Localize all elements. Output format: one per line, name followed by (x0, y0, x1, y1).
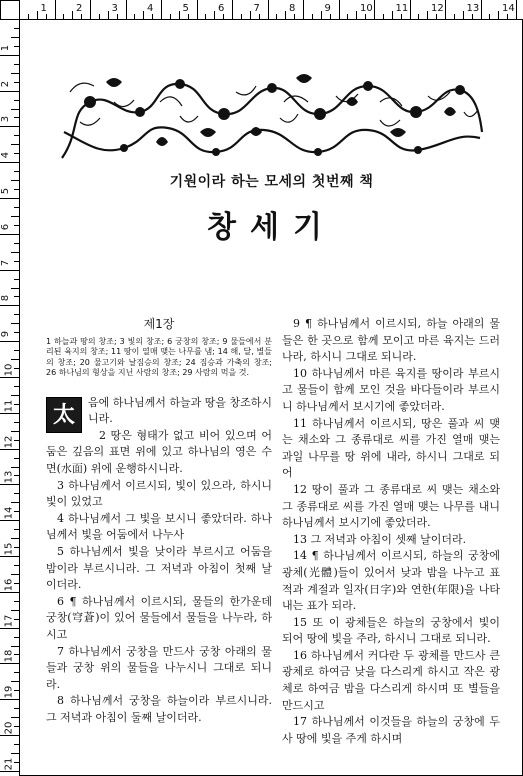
ruler-tick (214, 11, 215, 19)
ruler-tick (14, 440, 19, 441)
ruler-number-left: 14 (3, 506, 15, 520)
ruler-tick (11, 109, 19, 110)
book-title: 창세기 (207, 210, 336, 245)
ruler-tick (11, 574, 19, 575)
ruler-tick (0, 556, 19, 557)
ruler-tick (232, 0, 233, 19)
verse-7: 7 하나님께서 궁창을 만드사 궁창 아래의 물들과 궁창 위의 물들을 나누시니 그대로 되니라. (46, 644, 272, 691)
ruler-tick (14, 654, 19, 655)
ruler-tick (188, 14, 189, 19)
ruler-tick (11, 431, 19, 432)
ruler-tick (259, 14, 260, 19)
ruler-tick (81, 14, 82, 19)
chapter-heading: 제1장 (143, 317, 175, 331)
ruler-tick (11, 395, 19, 396)
ruler-number-left: 12 (3, 435, 15, 448)
verse-13: 13 그 저녁과 아침이 셋째 날이더라. (293, 532, 467, 546)
ruler-tick (14, 529, 19, 530)
ruler-tick (489, 14, 490, 19)
ruler-tick (11, 502, 19, 503)
ruler-tick (14, 583, 19, 584)
ruler-tick (303, 0, 304, 19)
ruler-tick (72, 11, 73, 19)
verse-8: 8 하나님께서 궁창을 하늘이라 부르시니라. 그 저녁과 아침이 둘째 날이더라. (46, 694, 272, 724)
ruler-tick (14, 64, 19, 65)
ruler-tick (14, 726, 19, 727)
ruler-tick (0, 234, 19, 235)
ruler-tick (0, 413, 19, 414)
ruler-number-left: 11 (3, 399, 15, 413)
ruler-tick (55, 0, 56, 19)
ruler-tick (463, 11, 464, 19)
ruler-tick (126, 0, 127, 19)
ruler-tick (0, 735, 19, 736)
ruler-number-left: 15 (3, 542, 15, 556)
ruler-tick (14, 672, 19, 673)
ruler-tick (410, 0, 411, 19)
ruler-tick (445, 0, 446, 19)
ruler-tick (19, 0, 20, 19)
verse-17: 17 하나님께서 이것들을 하늘의 궁창에 두사 땅에 빛을 주게 하시며 (282, 715, 500, 745)
verse-14: 14 ¶ 하나님께서 이르시되, 하늘의 궁창에 광체(光體)들이 있어서 낮과 밤을 나누고 표적과 계절과 일자(日字)와 연한(年限)을 나타내는 표가 되라. (282, 549, 500, 613)
ruler-tick (0, 270, 19, 271)
verse-12: 12 땅이 풀과 그 종류대로 씨 맺는 채소와 그 종류대로 씨를 가진 열매 맺는 나무를 내니 하나님께서 보시기에 좋았더라. (282, 482, 500, 530)
ruler-tick (14, 243, 19, 244)
ruler-tick (285, 11, 286, 19)
ornamental-banner (60, 72, 484, 160)
ruler-tick (28, 14, 29, 19)
ruler-tick (14, 117, 19, 118)
ruler-tick (339, 0, 340, 19)
ruler-tick (11, 467, 19, 468)
ruler-tick (250, 11, 251, 19)
ruler-tick (0, 91, 19, 92)
verse-4: 4 하나님께서 그 빛을 보시니 좋았더라. 하나님께서 빛을 어둠에서 나누사 (46, 511, 272, 542)
top-ruler (19, 0, 523, 20)
ruler-tick (14, 386, 19, 387)
ruler-tick (436, 14, 437, 19)
ruler-tick (516, 0, 517, 19)
ruler-number-left: 17 (3, 614, 15, 627)
ruler-tick (454, 14, 455, 19)
left-column (46, 316, 272, 726)
ruler-tick (0, 592, 19, 593)
ruler-tick (152, 14, 153, 19)
ruler-tick (14, 171, 19, 172)
ruler-number-left: 8 (0, 295, 12, 302)
ruler-number-left: 21 (3, 757, 15, 771)
ruler-tick (14, 619, 19, 620)
dropcap-letter: 太 (52, 401, 75, 428)
ruler-tick (374, 0, 375, 19)
bible-page (20, 20, 523, 776)
ruler-number-left: 1 (0, 44, 12, 51)
ruler-tick (37, 11, 38, 19)
ruler-tick (14, 475, 19, 476)
left-ruler (0, 19, 20, 776)
ruler-tick (0, 305, 19, 306)
ruler-tick (276, 14, 277, 19)
ruler-tick (0, 377, 19, 378)
ruler-tick (14, 493, 19, 494)
ruler-tick (14, 350, 19, 351)
ruler-tick (14, 458, 19, 459)
ruler-number-top: 3 (111, 3, 118, 14)
ruler-tick (11, 216, 19, 217)
ruler-tick (14, 225, 19, 226)
ruler-tick (401, 14, 402, 19)
verse-9: 9 ¶ 하나님께서 이르시되, 하늘 아래의 물들은 한 곳으로 함께 모이고 마른 육지는 드러나라, 하시니 그대로 되니라. (282, 317, 500, 364)
ruler-tick (0, 771, 19, 772)
ruler-number-left: 4 (0, 152, 12, 159)
ruler-tick (11, 717, 19, 718)
ruler-tick (11, 681, 19, 682)
ruler-number-left: 6 (0, 223, 12, 230)
chapter-summary: 1 하늘과 땅의 창조; 3 빛의 창조; 6 궁창의 창조; 9 물들에서 분리된 육지의 창조; 11 땅이 열매 맺는 나무를 냄; 14 해, 달, 별들의 창조; 20 물고기와 날짐승의 창조; 24 짐승과 가축의 창조; 26 하나님의 형상을 지닌 사람의 창조; 29 사람의 먹을 것. (46, 336, 272, 378)
ruler-tick (14, 46, 19, 47)
ruler-tick (14, 422, 19, 423)
ruler-tick (0, 449, 19, 450)
ruler-tick (11, 180, 19, 181)
ruler-tick (161, 0, 162, 19)
ruler-number-left: 20 (3, 721, 15, 735)
verse-15: 15 또 이 광체들은 하늘의 궁창에서 빛이 되어 땅에 빛을 주라, 하시니 그대로 되니라. (282, 615, 500, 646)
ruler-tick (14, 511, 19, 512)
ruler-tick (11, 323, 19, 324)
ruler-tick (197, 0, 198, 19)
ruler-tick (427, 11, 428, 19)
ruler-tick (418, 14, 419, 19)
ruler-tick (11, 73, 19, 74)
ruler-number-top: 8 (289, 3, 296, 14)
ruler-tick (108, 11, 109, 19)
ruler-number-left: 9 (0, 331, 12, 338)
ruler-tick (498, 11, 499, 19)
ruler-number-left: 7 (0, 259, 12, 266)
ruler-tick (0, 341, 19, 342)
ruler-number-top: 9 (324, 3, 331, 14)
ruler-number-top: 14 (502, 3, 515, 14)
ruler-tick (11, 753, 19, 754)
ruler-tick (0, 126, 19, 127)
ruler-tick (241, 14, 242, 19)
ruler-tick (170, 14, 171, 19)
ruler-tick (0, 198, 19, 199)
right-column (282, 316, 500, 747)
ruler-tick (294, 14, 295, 19)
ruler-tick (14, 207, 19, 208)
ruler-tick (14, 261, 19, 262)
ruler-number-top: 7 (253, 3, 260, 14)
ruler-number-left: 16 (3, 578, 15, 592)
ruler-number-top: 10 (360, 3, 373, 14)
ruler-tick (11, 144, 19, 145)
ruler-tick (205, 14, 206, 19)
ruler-tick (14, 404, 19, 405)
ruler-tick (179, 11, 180, 19)
ruler-tick (99, 14, 100, 19)
verse-16: 16 하나님께서 커다란 두 광체를 만드사 큰 광체로 하여금 낮을 다스리게 하시고 작은 광체로 하여금 밤을 다스리게 하시며 또 별들을 만드시고 (282, 648, 500, 712)
ruler-tick (11, 252, 19, 253)
ruler-number-top: 13 (466, 3, 480, 14)
ruler-tick (312, 14, 313, 19)
ruler-tick (392, 11, 393, 19)
verse-5: 5 하나님께서 빛을 낮이라 부르시고 어둠을 밤이라 부르시니라. 그 저녁과 아침이 첫째 날이더라. (46, 544, 272, 592)
ruler-number-left: 13 (3, 471, 15, 484)
ruler-tick (14, 314, 19, 315)
ruler-tick (0, 162, 19, 163)
ruler-number-left: 18 (3, 650, 15, 663)
ruler-tick (11, 646, 19, 647)
ruler-tick (14, 708, 19, 709)
verse-1: 음에 하나님께서 하늘과 땅을 창조하시니라. (88, 395, 273, 426)
verse-2: 2 땅은 형태가 없고 비어 있으며 어둠은 깊음의 표면 위에 있고 하나님의 영은 수면(水面) 위에 운행하시니라. (46, 428, 272, 475)
ruler-tick (117, 14, 118, 19)
ruler-tick (14, 189, 19, 190)
ruler-number-left: 19 (3, 685, 15, 699)
ruler-tick (46, 14, 47, 19)
ruler-number-left: 2 (0, 80, 12, 87)
book-subtitle: 기원이라 하는 모세의 첫번째 책 (169, 174, 374, 190)
ruler-tick (14, 279, 19, 280)
ruler-tick (321, 11, 322, 19)
ruler-tick (14, 100, 19, 101)
ruler-tick (11, 610, 19, 611)
ruler-number-left: 3 (0, 116, 12, 123)
verse-6: 6 ¶ 하나님께서 이르시되, 물들의 한가운데 궁창(穹蒼)이 있어 물들에서 물들을 나누라, 하시고 (46, 594, 272, 641)
ruler-number-top: 12 (431, 3, 444, 14)
verse-11: 11 하나님께서 이르시되, 땅은 풀과 씨 맺는 채소와 그 종류대로 씨를 가진 열매 맺는 과일 나무를 땅 위에 내라, 하시니 그대로 되어 (282, 416, 500, 480)
verse-10: 10 하나님께서 마른 육지를 땅이라 부르시고 물들이 함께 모인 것을 바다들이라 부르시니 하나님께서 보시기에 좋았더라. (282, 366, 500, 413)
ruler-tick (365, 14, 366, 19)
ruler-tick (481, 0, 482, 19)
ruler-number-top: 11 (395, 3, 409, 14)
ruler-tick (14, 28, 19, 29)
ruler-tick (507, 14, 508, 19)
ruler-tick (0, 55, 19, 56)
ruler-number-left: 5 (0, 187, 12, 195)
ruler-tick (0, 699, 19, 700)
ruler-tick (11, 359, 19, 360)
ruler-number-top: 1 (40, 3, 47, 14)
ruler-tick (223, 14, 224, 19)
ruler-number-top: 6 (218, 3, 225, 14)
ruler-tick (14, 135, 19, 136)
ruler-tick (14, 762, 19, 763)
ruler-tick (11, 288, 19, 289)
ruler-number-top: 4 (147, 3, 154, 14)
dropcap-ornament (46, 397, 82, 433)
ruler-number-top: 5 (182, 3, 189, 14)
ruler-tick (14, 332, 19, 333)
ruler-tick (11, 538, 19, 539)
ruler-number-top: 2 (76, 3, 83, 14)
ruler-tick (472, 14, 473, 19)
ruler-tick (0, 484, 19, 485)
verse-3: 3 하나님께서 이르시되, 빛이 있으라, 하시니 빛이 있었고 (46, 478, 272, 509)
ruler-tick (90, 0, 91, 19)
ruler-tick (14, 744, 19, 745)
ruler-tick (14, 296, 19, 297)
ruler-tick (134, 14, 135, 19)
ruler-tick (0, 663, 19, 664)
ruler-tick (347, 14, 348, 19)
ruler-tick (14, 637, 19, 638)
ruler-tick (330, 14, 331, 19)
ruler-tick (0, 520, 19, 521)
ruler-tick (14, 690, 19, 691)
ruler-tick (14, 82, 19, 83)
ruler-tick (383, 14, 384, 19)
ruler-tick (14, 601, 19, 602)
ruler-number-left: 10 (3, 363, 15, 377)
ruler-tick (143, 11, 144, 19)
ruler-tick (14, 547, 19, 548)
ruler-tick (268, 0, 269, 19)
ruler-tick (0, 19, 19, 20)
ruler-tick (356, 11, 357, 19)
ruler-tick (14, 565, 19, 566)
ruler-tick (14, 153, 19, 154)
ruler-tick (11, 37, 19, 38)
ruler-tick (63, 14, 64, 19)
ruler-tick (0, 628, 19, 629)
ruler-tick (14, 368, 19, 369)
